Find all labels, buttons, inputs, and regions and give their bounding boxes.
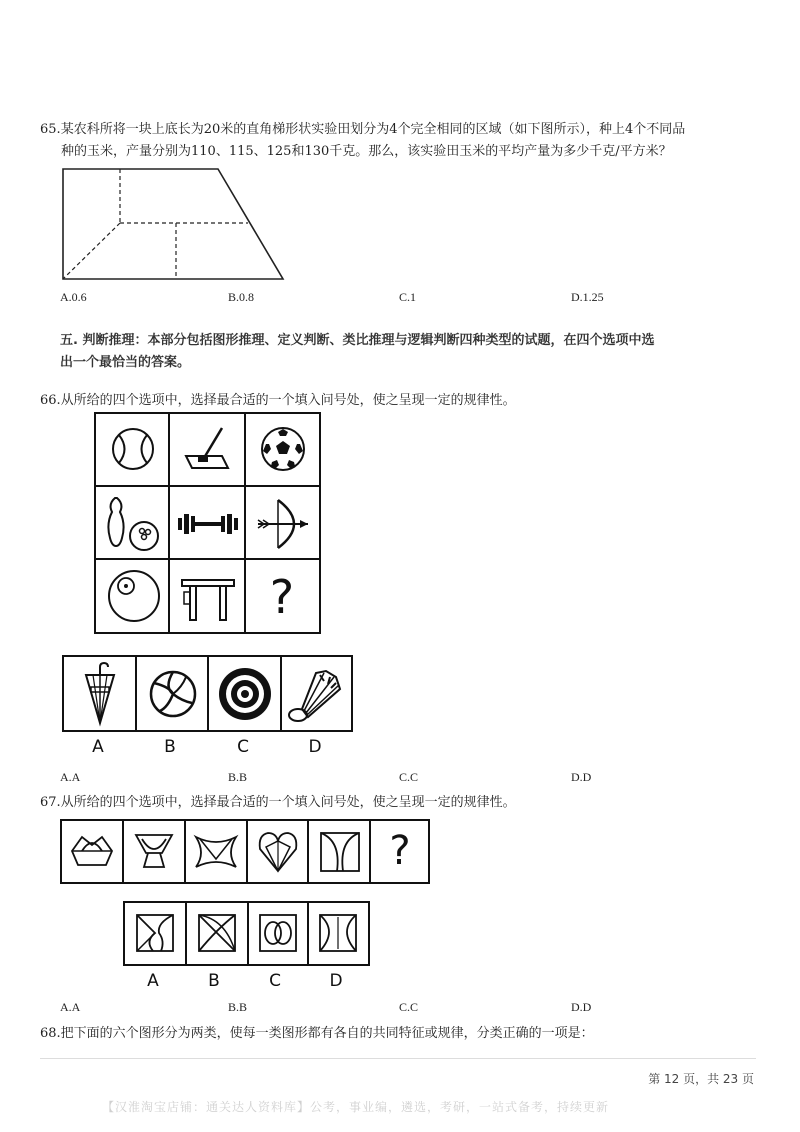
volleyball-icon[interactable]: [148, 669, 198, 719]
section5-line2: 出一个最恰当的答案。: [60, 355, 191, 370]
section5-line1: 五. 判断推理：本部分包括图形推理、定义判断、类比推理与逻辑判断四种类型的试题，在四个选项中选: [60, 333, 655, 348]
page-number: 第 12 页，共 23 页: [648, 1072, 754, 1086]
q67-answer-strip: [123, 901, 370, 966]
q66-option-a[interactable]: A.A: [60, 770, 81, 784]
q67-option-c-figure[interactable]: [256, 911, 300, 955]
q65-option-b[interactable]: B.0.8: [228, 290, 255, 304]
soccer-ball-icon: [258, 424, 308, 474]
umbrella-icon[interactable]: [76, 661, 124, 727]
q66-option-c[interactable]: C.C: [399, 770, 419, 784]
q66-answer-strip: [62, 655, 353, 732]
q66-text: 66.从所给的四个选项中，选择最合适的一个填入问号处，使之呈现一定的规律性。: [40, 393, 516, 408]
q67-figure-2: [130, 829, 178, 873]
question-mark-cell: ?: [269, 570, 295, 624]
q67-option-d[interactable]: D.D: [571, 1000, 592, 1014]
q66-option-b[interactable]: B.B: [228, 770, 248, 784]
q67-figure-1: [68, 829, 116, 873]
q66-letter-d: D: [308, 737, 322, 757]
q65-line1: 某农科所将一块上底长为20米的直角梯形状实验田划分为4个完全相同的区域（如下图所示），种上4个不同品: [60, 122, 686, 137]
q67-figure-5: [315, 827, 365, 877]
q65-text: [40, 119, 770, 163]
q67-option-b-figure[interactable]: [195, 911, 239, 955]
q67-letter-d: D: [329, 971, 343, 991]
q66-option-d[interactable]: D.D: [571, 770, 592, 784]
q67-option-d-figure[interactable]: [316, 911, 360, 955]
trapezoid-outline: [63, 169, 283, 279]
q67-figure-4: [254, 827, 302, 875]
q68-text: 68.把下面的六个图形分为两类，使每一类图形都有各自的共同特征或规律，分类正确的一项是：: [40, 1026, 594, 1041]
q65-number: 65.: [40, 122, 61, 137]
trapezoid-figure: [58, 166, 288, 284]
q67-figure-3: [192, 829, 240, 873]
q66-letter-b: B: [164, 737, 176, 757]
q65-line2: 种的玉米，产量分别为110、115、125和130千克。那么，该实验田玉米的平均产量为多少千克/平方米？: [61, 144, 672, 159]
q67-question-mark-cell: ?: [389, 828, 411, 874]
billiard-ball-icon: [106, 566, 162, 624]
hurdle-icon: [180, 574, 236, 624]
q67-option-c[interactable]: C.C: [399, 1000, 419, 1014]
q67-letter-c: C: [269, 971, 281, 991]
bow-arrow-icon: [254, 496, 312, 552]
q67-puzzle-row: [60, 819, 430, 884]
q67-text: 67.从所给的四个选项中，选择最合适的一个填入问号处，使之呈现一定的规律性。: [40, 795, 516, 810]
watermark-text: 【汉淮淘宝店铺：通关达人资料库】公考，事业编，遴选，考研，一站式备考，持续更新: [102, 1100, 610, 1114]
section5-header: [60, 330, 770, 374]
shuttlecock-icon[interactable]: [286, 665, 346, 725]
q67-option-a[interactable]: A.A: [60, 1000, 81, 1014]
q67-letter-a: A: [147, 971, 159, 991]
footer-divider: [40, 1058, 756, 1059]
bowling-pin-ball-icon: [102, 494, 164, 554]
barbell-icon: [176, 504, 240, 544]
q67-option-a-figure[interactable]: [133, 911, 177, 955]
dashed-line-diagonal: [63, 223, 120, 279]
q66-letter-a: A: [92, 737, 104, 757]
q67-letter-b: B: [208, 971, 220, 991]
q66-letter-c: C: [237, 737, 249, 757]
q65-option-c[interactable]: C.1: [399, 290, 417, 304]
q66-puzzle-grid: [94, 412, 321, 634]
q65-option-d[interactable]: D.1.25: [571, 290, 604, 304]
q65-option-a[interactable]: A.0.6: [60, 290, 87, 304]
shovel-sandbox-icon: [182, 424, 232, 474]
target-icon[interactable]: [216, 665, 274, 723]
q67-option-b[interactable]: B.B: [228, 1000, 248, 1014]
tennis-ball-icon: [110, 426, 156, 472]
